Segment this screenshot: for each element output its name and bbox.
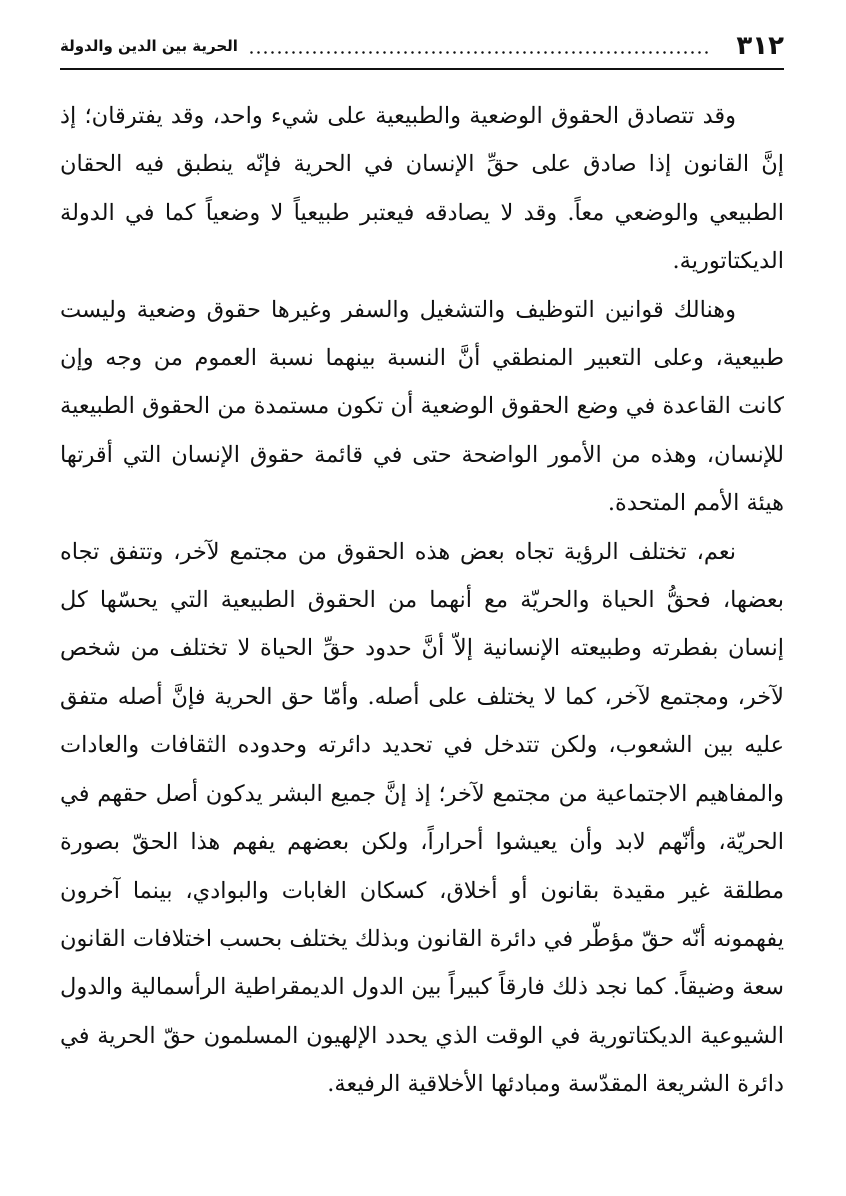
paragraph: وقد تتصادق الحقوق الوضعية والطبيعية على شيء واحد، وقد يفترقان؛ إذ إنَّ القانون إذا صادق على حقِّ الإنسان في الحرية فإنّه ينطبق فيه الحقان الطبيعي والوضعي معاً. وقد لا يصادقه فيعتبر طبيعياً لا وضعياً كما في الدولة الديكتاتورية.: [60, 103, 784, 275]
page-number: ٣١٢: [736, 31, 784, 61]
paragraph: نعم، تختلف الرؤية تجاه بعض هذه الحقوق من مجتمع لآخر، وتتفق تجاه بعضها، فحقُّ الحياة والحريّة مع أنهما من الحقوق الطبيعية التي يحسّها كل إنسان بفطرته وطبيعته الإنسانية إلاّ أنَّ حدود حقِّ الحياة لا تختلف من شخص لآخر، ومجتمع لآخر، كما لا يختلف على أصله. وأمّا حق الحرية فإنَّ أصله متفق عليه بين الشعوب، ولكن تتدخل في تحديد دائرته وحدوده الثقافات والعادات والمفاهيم الاجتماعية من مجتمع لآخر؛ إذ إنَّ جميع البشر يدكون أصل حقهم في الحريّة، وأنّهم لابد وأن يعيشوا أحراراً، ولكن بعضهم يفهم هذا الحقّ بصورة مطلقة غير مقيدة بقانون أو أخلاق، كسكان الغابات والبوادي، بينما آخرون يفهمونه أنّه حقّ مؤطّر في دائرة القانون وبذلك يختلف بحسب اختلافات القانون سعة وضيقاً. كما نجد ذلك فارقاً كبيراً بين الدول الديمقراطية الرأسمالية والدول الشيوعية الديكتاتورية في الوقت الذي يحدد الإلهيون المسلمون حقّ الحرية في دائرة الشريعة المقدّسة ومبادئها الأخلاقية الرفيعة.: [60, 538, 784, 1098]
page-header: [60, 24, 784, 70]
running-title: الحرية بين الدين والدولة: [60, 37, 238, 55]
body-text: [60, 92, 784, 1109]
paragraph: وهنالك قوانين التوظيف والتشغيل والسفر وغيرها حقوق وضعية وليست طبيعية، وعلى التعبير المنطقي أنَّ النسبة بينهما نسبة العموم من وجه وإن كانت القاعدة في وضع الحقوق الوضعية أن تكون مستمدة من الحقوق الطبيعية للإنسان، وهذه من الأمور الواضحة حتى في قائمة حقوق الإنسان التي أقرتها هيئة الأمم المتحدة.: [60, 296, 784, 517]
header-dot-leader: [248, 51, 712, 54]
